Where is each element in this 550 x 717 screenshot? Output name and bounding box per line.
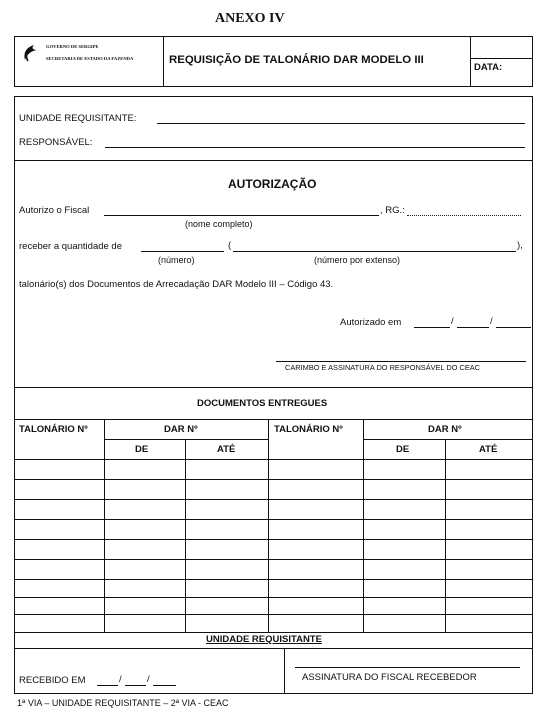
table-row[interactable] [14,597,533,598]
footer-text: 1ª VIA – UNIDADE REQUISITANTE – 2ª VIA - CEAC [17,698,229,708]
responsible-field[interactable] [105,147,525,148]
col-line-3 [268,419,269,632]
table-top-line [14,419,533,420]
section-divider-2 [14,387,533,388]
unit-label: UNIDADE REQUISITANTE: [19,113,137,124]
received-date-sep-2: / [147,674,150,685]
table-row[interactable] [14,499,533,500]
unit-field[interactable] [157,123,525,124]
col-ate-2: ATÉ [479,444,498,455]
form-title: REQUISIÇÃO DE TALONÁRIO DAR MODELO III [169,54,424,66]
receiving-title-line [14,648,533,649]
table-row[interactable] [14,559,533,560]
col-dar-1: DAR Nº [164,424,198,435]
auth-day-field[interactable] [414,327,450,328]
received-day-field[interactable] [97,685,118,686]
col-de-2: DE [396,444,410,455]
table-row[interactable] [14,579,533,580]
auth-month-field[interactable] [457,327,489,328]
table-row[interactable] [14,479,533,480]
dar-subheader-line-2 [363,439,533,440]
receiving-title: UNIDADE REQUISITANTE [206,634,322,645]
fiscal-signature-line[interactable] [295,667,520,668]
col-dar-2: DAR Nº [428,424,462,435]
received-year-field[interactable] [153,685,176,686]
responsible-label: RESPONSÁVEL: [19,137,93,148]
auth-date-sep-2: / [490,316,493,327]
col-talonario-1: TALONÁRIO Nº [19,424,88,435]
documents-text: talonário(s) dos Documentos de Arrecadação DAR Modelo III – Código 43. [19,279,334,290]
quantity-number-field[interactable] [141,251,224,252]
received-month-field[interactable] [125,685,146,686]
stamp-caption: CARIMBO E ASSINATURA DO RESPONSÁVEL DO CEAC [285,363,481,372]
col-talonario-2: TALONÁRIO Nº [274,424,343,435]
authorize-label: Autorizo o Fiscal [19,205,90,216]
col-de-1: DE [135,444,149,455]
date-label: DATA: [474,62,503,73]
header-divider-2 [470,36,471,87]
gov-line-1: GOVERNO DE SERGIPE [46,44,99,49]
sergipe-logo-icon [19,42,41,64]
header-bottom-line [14,459,533,460]
receiving-divider [284,648,285,694]
authorization-title: AUTORIZAÇÃO [228,177,317,191]
date-divider [470,58,533,59]
col-ate-1: ATÉ [217,444,236,455]
signature-caption: ASSINATURA DO FISCAL RECEBEDOR [302,672,477,683]
authorized-in-label: Autorizado em [340,317,402,328]
table-row[interactable] [14,539,533,540]
table-bottom-line [14,632,533,633]
section-divider-1 [14,160,533,161]
full-name-caption: (nome completo) [185,219,253,229]
col-line-4 [363,419,364,632]
annex-title: ANEXO IV [215,11,285,26]
header-divider-1 [163,36,164,87]
quantity-words-field[interactable] [233,251,516,252]
gov-line-2: SECRETARIA DE ESTADO DA FAZENDA [46,56,134,61]
table-row[interactable] [14,614,533,615]
col-line-2 [185,439,186,632]
close-paren: ), [517,240,523,251]
table-row[interactable] [14,519,533,520]
received-date-sep-1: / [119,674,122,685]
delivered-title: DOCUMENTOS ENTREGUES [197,398,328,409]
number-words-caption: (número por extenso) [314,255,401,265]
dar-subheader-line-1 [104,439,268,440]
col-line-1 [104,419,105,632]
number-caption: (número) [158,255,195,265]
rg-field[interactable] [407,215,521,216]
auth-date-sep-1: / [451,316,454,327]
open-paren: ( [228,240,232,251]
received-label: RECEBIDO EM [19,675,86,686]
quantity-label: receber a quantidade de [19,241,122,252]
col-line-5 [445,439,446,632]
fiscal-name-field[interactable] [104,215,379,216]
auth-year-field[interactable] [496,327,531,328]
rg-label: , RG.: [380,205,405,216]
ceac-signature-line[interactable] [276,361,526,362]
